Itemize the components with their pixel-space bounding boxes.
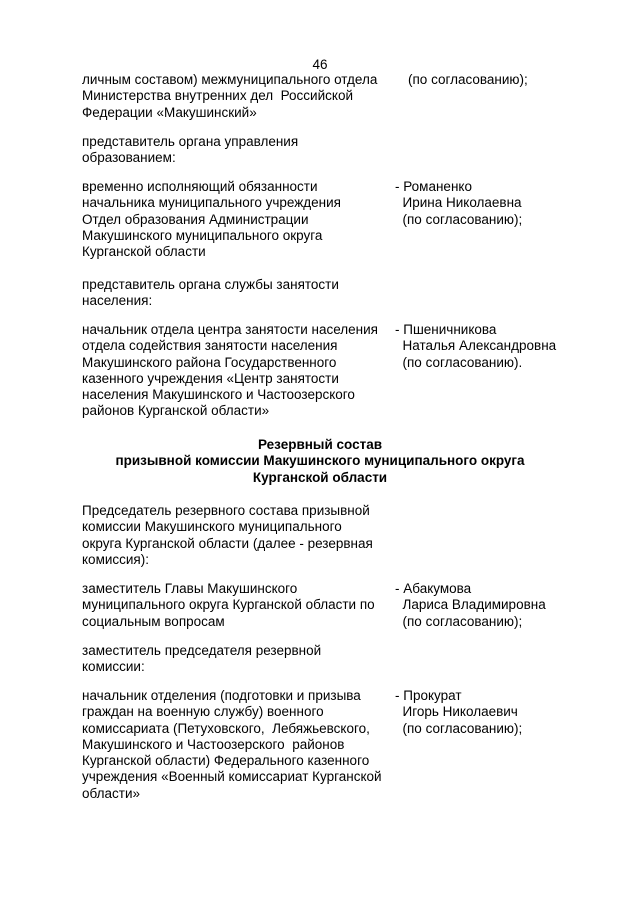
entry-person [395,688,565,737]
entry-position: начальник отделения (подготовки и призыва граждан на военную службу) военного комиссариата (Петуховского, Лебяжьевского, Макушинского и Частоозерского районов Курганской области) Федерального казенного учреждения «Военный комиссариат Курганской области» [82,688,382,801]
group-label-text: представитель органа службы занятости населения: [82,277,339,309]
entry-dash: - [395,581,400,596]
group-label-text: представитель органа управления образованием: [82,134,299,166]
group-label-text: Председатель резервного состава призывной комиссии Макушинского муниципального округа Курганской области (далее - резервная комиссия): [82,503,373,567]
section-heading: Резервный состав призывной комиссии Макушинского муниципального округа Курганской области [115,437,525,485]
entry-position: начальник отдела центра занятости населения отдела содействия занятости населения Макушинского района Государственного казенного учреждения «Центр занятости населения Макушинского и Частоозерского районов Курганской области» [82,322,378,419]
entry-person-text: Пшеничникова Наталья Александровна (по согласованию). [402,322,557,370]
entry-person [395,581,565,630]
entry-person-text: Абакумова Лариса Владимировна (по согласованию); [402,581,546,629]
entry-person [395,322,565,371]
entry-dash: - [395,179,400,194]
entry-position: личным составом) межмуниципального отдела Министерства внутренних дел Российской Федерации «Макушинский» [82,72,378,120]
entry-dash: - [395,322,400,337]
entry-person-text: Романенко Ирина Николаевна (по согласованию); [402,179,523,227]
entry-person: (по согласованию); [408,72,528,87]
entry-position: временно исполняющий обязанности начальника муниципального учреждения Отдел образования Администрации Макушинского муниципального округа Курганской области [82,179,341,260]
entry-person-text: Прокурат Игорь Николаевич (по согласованию); [402,688,523,736]
group-label-text: заместитель председателя резервной комиссии: [82,643,322,675]
entry-dash: - [395,688,400,703]
page-number: 46 [312,57,328,72]
entry-person [395,179,565,228]
entry-position: заместитель Главы Макушинского муниципального округа Курганской области по социальным вопросам [82,581,375,629]
